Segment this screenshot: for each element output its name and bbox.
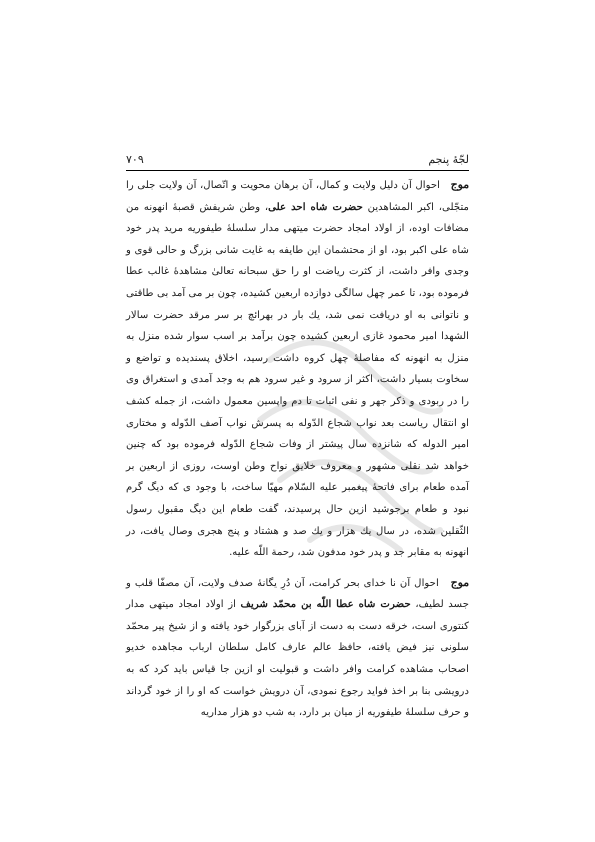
saint-name: حضرت شاه احد علی xyxy=(268,200,363,213)
page-number: ۷۰۹ xyxy=(126,153,144,166)
paragraph-text: از اولاد امجاد میتهی مدار کنتوری است، خرقه دست به دست از آبای بزرگوار خود یافته و از شیخ پیر محمّد سلونی نیز فیض یافته، حافظ عالم عارف کامل سلطان ارباب مجاهده خدیو اصحاب مشاهده کرامت وافر داشت و قبولیت او ازین جا قیاس باید کرد که به درویشی بنا بر اخذ فواید رجوع نمودی، آن درویش خواست که او را از خود گرداند و حرف سلسلهٔ طیفوریه از میان بر دارد، به شب دو هزار مداریه xyxy=(126,599,469,719)
running-header xyxy=(126,151,469,169)
header-rule xyxy=(126,170,469,171)
section-marker: موج xyxy=(450,575,469,589)
paragraph-text: ، وطن شریفش قصبهٔ انهونه من مضافات اوده، از اولاد امجاد حضرت میتهی مدار سلسلهٔ طیفوریه مرید پدر خود شاه علی اکبر بود، او از محتشمان این طایفه به غایت شانی بزرگ و حالی قوی و وجدی وافر داشت، از کثرت ریاضت او را حق سبحانه تعالیٰ مشاهدهٔ غالب عطا فرموده بود، تا عمر چهل سالگی دوازده اربعین کشیده، چون بر می آمد بی طاقتی و ناتوانی به او دریافت نمی شد، یك بار در بهرائچ بر سر مرقد حضرت سالار الشهدا امیر محمود غازی اربعین کشیده چون برآمد بر اسب سوار شده منزل به منزل به انهونه که مفاصلهٔ چهل کروه داشت رسید، اخلاق پسندیده و تواضع و سخاوت بسیار داشت، اکثر از سرود و غیر سرود هم به وجد آمدی و استغراق وی را در ربودی و ذکر جهر و نفی اثبات تا دم واپسین معمول داشت، از جمله کشف او انتقال ریاست بعد نواب شجاع الدّوله به پسرش نواب آصف الدّوله و مختاری امیر الدوله که شانزده سال پیشتر از وفات شجاع الدّوله فرموده بود که چنین خواهد شد نقلی مشهور و معروف خلایق نواح وطن اوست، روزی از اربعین بر آمده طعام برای فاتحهٔ پیغمبر علیه السّلام مهیّا ساخت، با وجود ی که دیگ گرم نبود و طعام برجوشید ازین حال پرسیدند، گفت طعام این دیگ مقبول رسول الثّقلین شده، در سال یك هزار و یك صد و هشتاد و پنج هجری وصال یافت، در انهونه به مقابر جد و پدر خود مدفون شد، رحمة اللّه علیه. xyxy=(126,201,469,559)
section-marker: موج xyxy=(450,178,470,191)
paragraph xyxy=(126,572,469,724)
saint-name: حضرت شاه عطا اللّه بن محمّد شریف xyxy=(240,598,411,611)
paragraph-text: احوال آن دلیل ولایت و کمال، آن برهان محویت و اتّصال، آن ولایت جلی را متجّلی، اکبر المشاهدین xyxy=(126,180,469,213)
paragraph-text: احوال آن نا خدای بحر کرامت، آن دُرِ یگانهٔ صدف ولایت، آن مصفّا قلب و جسد لطیف، xyxy=(126,577,469,611)
paragraph xyxy=(126,174,469,564)
main-text xyxy=(126,174,469,724)
chapter-title: لجّهٔ پنجم xyxy=(428,153,469,166)
